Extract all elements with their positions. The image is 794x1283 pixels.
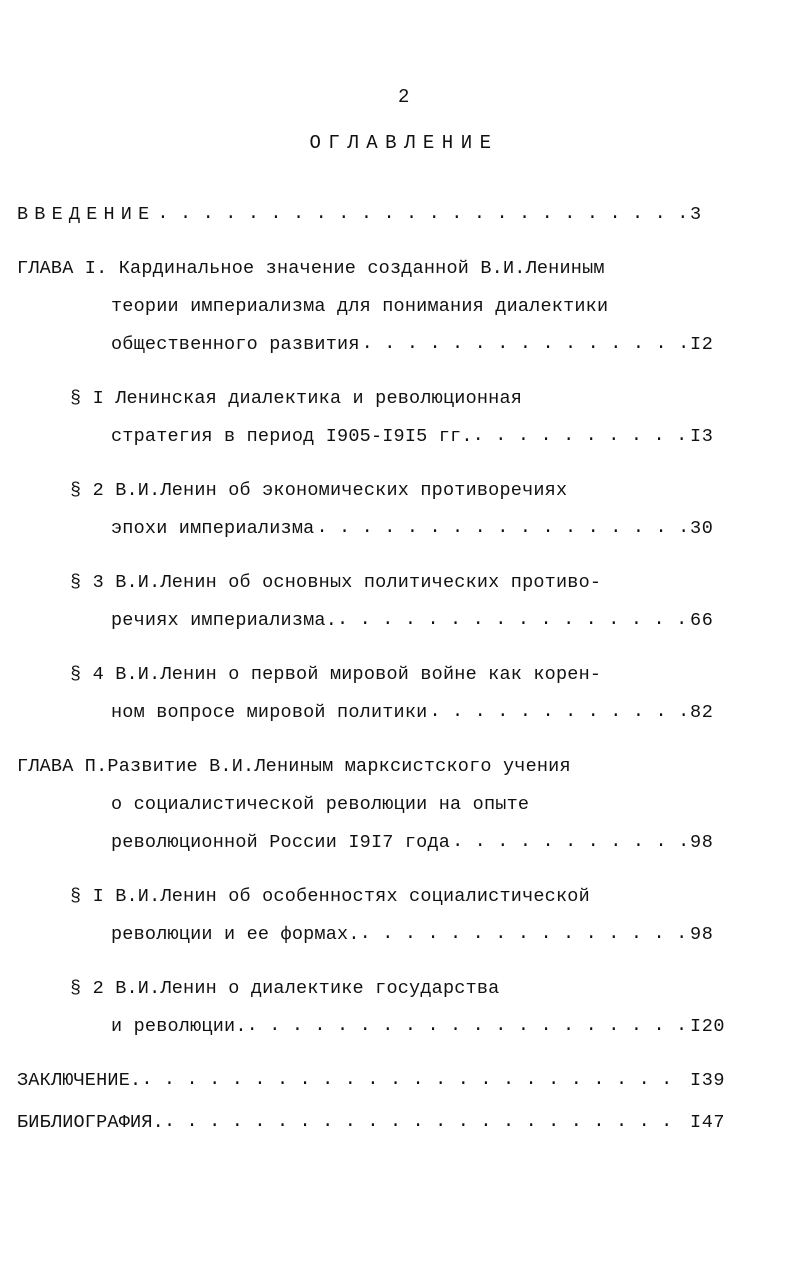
- toc-entry-line: [0, 1008, 794, 1046]
- toc-entry-chapter-2[interactable]: [0, 748, 794, 862]
- toc-entry-line: [0, 878, 794, 916]
- toc-entry-title: революции и ее формах.: [111, 924, 360, 945]
- toc-entry-chapter-2-section-2[interactable]: [0, 970, 794, 1046]
- toc-entry-page-number: 30: [690, 518, 714, 539]
- toc-entry-page-number: I39: [690, 1070, 726, 1091]
- toc-entry-line: [0, 1062, 794, 1100]
- toc-entry-page-number: 66: [690, 610, 714, 631]
- dot-leader: [247, 1007, 688, 1045]
- toc-entry-line: [0, 1104, 794, 1142]
- toc-entry-page-number: 98: [690, 924, 714, 945]
- toc-entry-title: § 2 В.И.Ленин об экономических противоречиях: [70, 480, 568, 501]
- dot-leader: [164, 1103, 688, 1141]
- page-title: ОГЛАВЛЕНИЕ: [309, 132, 499, 154]
- dot-leader: [452, 823, 688, 861]
- toc-entry-title: § I В.И.Ленин об особенностях социалистической: [70, 886, 590, 907]
- toc-entry-title: ВВЕДЕНИЕ: [17, 204, 156, 225]
- toc-entry-page-number: I3: [690, 426, 714, 447]
- toc-entry-conclusion[interactable]: [0, 1062, 794, 1100]
- dot-leader: [316, 509, 688, 547]
- toc-entry-line: [0, 250, 794, 288]
- toc-entry-page-number: I2: [690, 334, 714, 355]
- toc-entry-line: [0, 564, 794, 602]
- toc-entry-chapter-1-section-2[interactable]: [0, 472, 794, 548]
- toc-entry-title: БИБЛИОГРАФИЯ.: [17, 1112, 164, 1133]
- toc-entry-line: [0, 472, 794, 510]
- toc-entry-title: ЗАКЛЮЧЕНИЕ.: [17, 1070, 142, 1091]
- toc-entry-chapter-1-section-3[interactable]: [0, 564, 794, 640]
- toc-entry-line: [0, 916, 794, 954]
- toc-entry-title: ГЛАВА П.Развитие В.И.Лениным марксистского учения: [17, 756, 571, 777]
- toc-entry-title: § I Ленинская диалектика и революционная: [70, 388, 523, 409]
- toc-entry-title: ном вопросе мировой политики: [111, 702, 428, 723]
- toc-entry-title: ГЛАВА I. Кардинальное значение созданной В.И.Лениным: [17, 258, 605, 279]
- toc-entry-title: общественного развития: [111, 334, 360, 355]
- toc-entry-line: [0, 196, 794, 234]
- toc-entry-line: [0, 748, 794, 786]
- toc-entry-line: [0, 694, 794, 732]
- toc-entry-page-number: 3: [690, 204, 702, 225]
- dot-leader: [141, 1061, 688, 1099]
- toc-entry-line: [0, 288, 794, 326]
- toc-entry-line: [0, 786, 794, 824]
- toc-entry-page-number: 98: [690, 832, 714, 853]
- toc-entry-title: теории империализма для понимания диалектики: [111, 296, 609, 317]
- toc-entry-title: стратегия в период I905-I9I5 гг.: [111, 426, 473, 447]
- toc-entry-line: [0, 510, 794, 548]
- toc-entry-line: [0, 602, 794, 640]
- toc-entry-title: о социалистической революции на опыте: [111, 794, 530, 815]
- dot-leader: [429, 693, 688, 731]
- toc-entry-page-number: 82: [690, 702, 714, 723]
- toc-entry-title: § 4 В.И.Ленин о первой мировой войне как корен-: [70, 664, 602, 685]
- toc-entry-line: [0, 380, 794, 418]
- toc-entry-title: речиях империализма.: [111, 610, 338, 631]
- toc-entry-chapter-1-section-4[interactable]: [0, 656, 794, 732]
- toc-entry-page-number: I20: [690, 1016, 726, 1037]
- dot-leader: [473, 417, 688, 455]
- toc-entry-chapter-2-section-1[interactable]: [0, 878, 794, 954]
- toc-entry-line: [0, 418, 794, 456]
- dot-leader: [362, 325, 688, 363]
- toc-entry-title: § 2 В.И.Ленин о диалектике государства: [70, 978, 500, 999]
- toc-entry-line: [0, 656, 794, 694]
- toc-entry-chapter-1[interactable]: [0, 250, 794, 364]
- toc-entry-introduction[interactable]: [0, 196, 794, 234]
- table-of-contents: [0, 196, 794, 1142]
- toc-entry-chapter-1-section-1[interactable]: [0, 380, 794, 456]
- toc-entry-title: революционной России I9I7 года: [111, 832, 451, 853]
- page-number: 2: [398, 86, 410, 108]
- toc-entry-title: § 3 В.И.Ленин об основных политических противо-: [70, 572, 602, 593]
- toc-entry-title: и революции.: [111, 1016, 247, 1037]
- toc-entry-page-number: I47: [690, 1112, 726, 1133]
- toc-entry-line: [0, 326, 794, 364]
- dot-leader: [337, 601, 688, 639]
- toc-entry-line: [0, 970, 794, 1008]
- dot-leader: [360, 915, 688, 953]
- toc-entry-line: [0, 824, 794, 862]
- dot-leader: [157, 195, 688, 233]
- toc-entry-title: эпохи империализма: [111, 518, 315, 539]
- toc-entry-bibliography[interactable]: [0, 1104, 794, 1142]
